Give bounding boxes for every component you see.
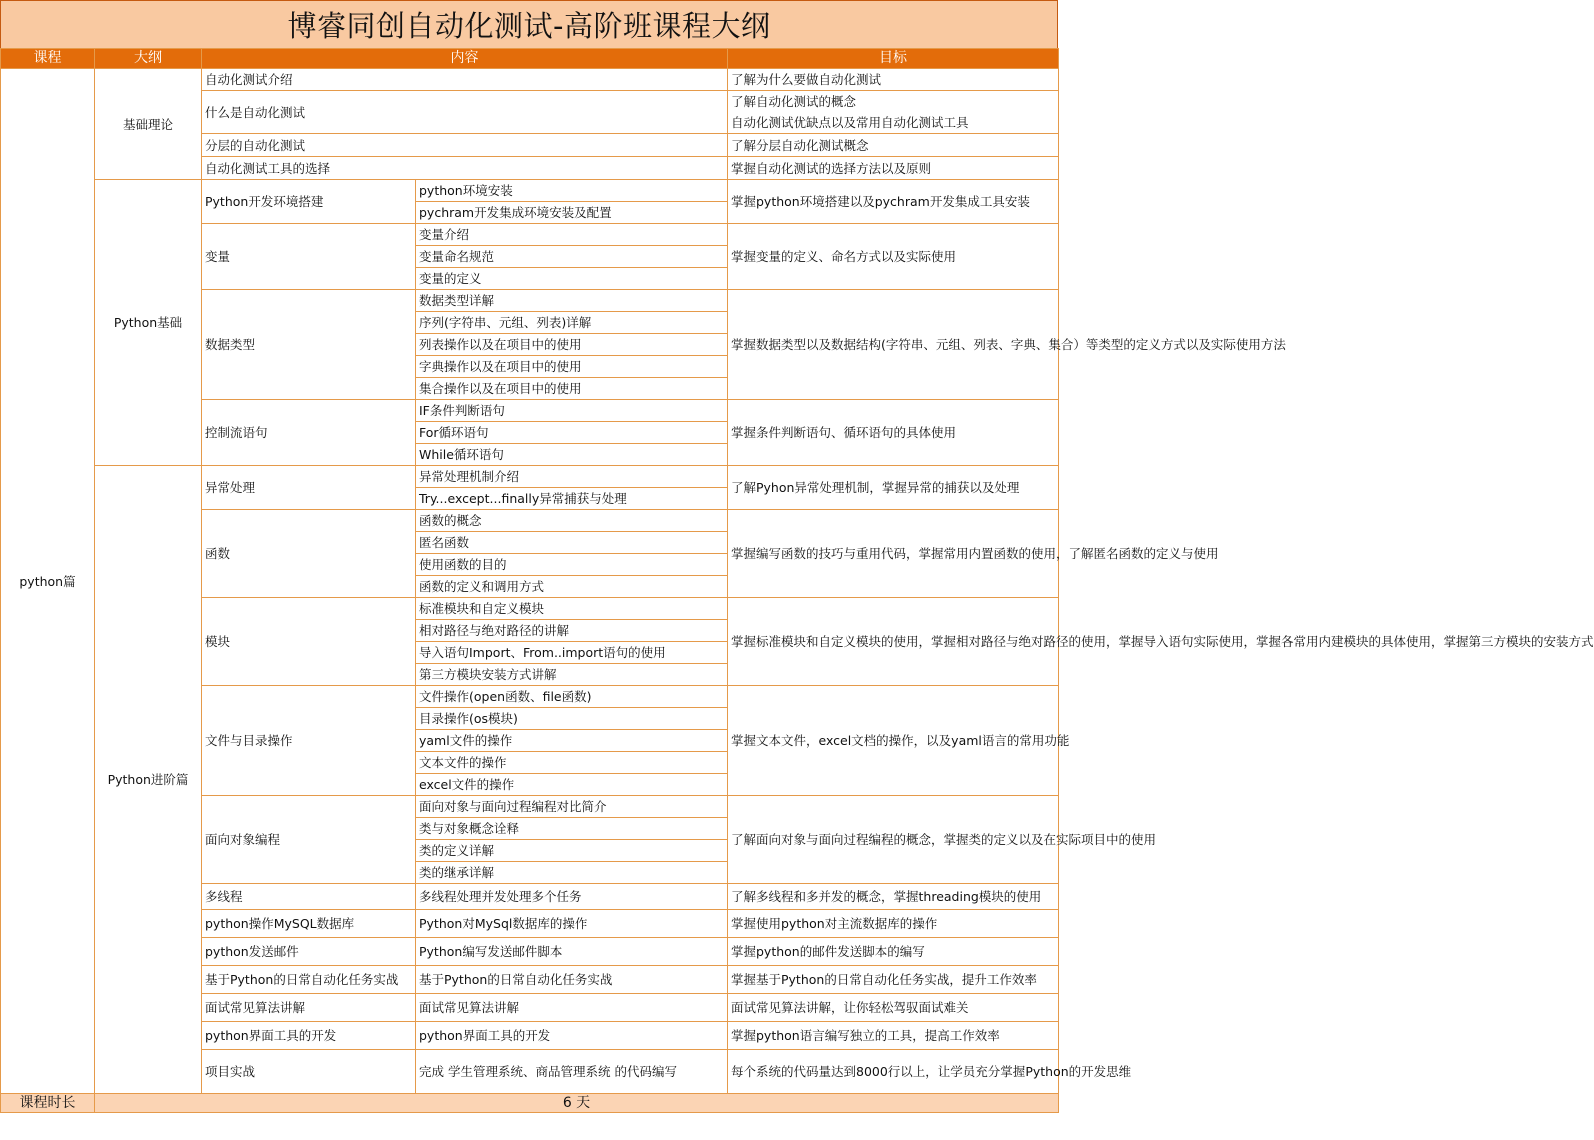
topic-name: 函数 bbox=[202, 510, 416, 598]
goal-cell: 掌握python环境搭建以及pychram开发集成工具安装 bbox=[728, 180, 1059, 224]
topic-item: 数据类型详解 bbox=[416, 290, 728, 312]
goal-cell: 掌握python的邮件发送脚本的编写 bbox=[728, 938, 1059, 966]
topic-item: 完成 学生管理系统、商品管理系统 的代码编写 bbox=[416, 1050, 728, 1094]
topic-name: 面向对象编程 bbox=[202, 796, 416, 884]
goal-cell: 掌握数据类型以及数据结构(字符串、元组、列表、字典、集合）等类型的定义方式以及实际使用方法 bbox=[728, 290, 1059, 400]
topic-name: 项目实战 bbox=[202, 1050, 416, 1094]
topic-item: Python编写发送邮件脚本 bbox=[416, 938, 728, 966]
topic-item: 变量介绍 bbox=[416, 224, 728, 246]
content-cell: 分层的自动化测试 bbox=[202, 134, 728, 157]
topic-name: 数据类型 bbox=[202, 290, 416, 400]
header-goal: 目标 bbox=[728, 49, 1059, 69]
sheet-title: 博睿同创自动化测试-高阶班课程大纲 bbox=[0, 0, 1058, 49]
topic-item: 类与对象概念诠释 bbox=[416, 818, 728, 840]
table-row bbox=[1, 180, 1059, 202]
topic-item: IF条件判断语句 bbox=[416, 400, 728, 422]
section-name: 基础理论 bbox=[95, 69, 202, 180]
topic-item: pychram开发集成环境安装及配置 bbox=[416, 202, 728, 224]
topic-item: While循环语句 bbox=[416, 444, 728, 466]
goal-line: 了解自动化测试的概念 bbox=[731, 94, 857, 109]
topic-item: 函数的定义和调用方式 bbox=[416, 576, 728, 598]
topic-item: 目录操作(os模块) bbox=[416, 708, 728, 730]
topic-name: 变量 bbox=[202, 224, 416, 290]
topic-item: 类的定义详解 bbox=[416, 840, 728, 862]
topic-name: 基于Python的日常自动化任务实战 bbox=[202, 966, 416, 994]
goal-cell: 掌握编写函数的技巧与重用代码，掌握常用内置函数的使用，了解匿名函数的定义与使用 bbox=[728, 510, 1059, 598]
topic-item: Python对MySql数据库的操作 bbox=[416, 910, 728, 938]
duration-value: 6 天 bbox=[95, 1094, 1059, 1113]
topic-item: 面试常见算法讲解 bbox=[416, 994, 728, 1022]
topic-item: 函数的概念 bbox=[416, 510, 728, 532]
topic-item: excel文件的操作 bbox=[416, 774, 728, 796]
duration-label: 课程时长 bbox=[1, 1094, 95, 1113]
goal-cell: 了解分层自动化测试概念 bbox=[728, 134, 1059, 157]
goal-cell: 掌握python语言编写独立的工具，提高工作效率 bbox=[728, 1022, 1059, 1050]
course-cell: python篇 bbox=[1, 69, 95, 1094]
table-row bbox=[1, 466, 1059, 488]
course-outline-table bbox=[0, 48, 1594, 1113]
header-course: 课程 bbox=[1, 49, 95, 69]
goal-cell: 掌握文本文件，excel文档的操作，以及yaml语言的常用功能 bbox=[728, 686, 1059, 796]
goal-cell: 每个系统的代码量达到8000行以上，让学员充分掌握Python的开发思维 bbox=[728, 1050, 1059, 1094]
topic-item: 集合操作以及在项目中的使用 bbox=[416, 378, 728, 400]
topic-item: 相对路径与绝对路径的讲解 bbox=[416, 620, 728, 642]
goal-line: 自动化测试优缺点以及常用自动化测试工具 bbox=[731, 115, 969, 130]
topic-name: 控制流语句 bbox=[202, 400, 416, 466]
goal-cell: 了解为什么要做自动化测试 bbox=[728, 69, 1059, 91]
topic-name: 多线程 bbox=[202, 884, 416, 910]
goal-cell: 了解Pyhon异常处理机制，掌握异常的捕获以及处理 bbox=[728, 466, 1059, 510]
header-content: 内容 bbox=[202, 49, 728, 69]
topic-name: python界面工具的开发 bbox=[202, 1022, 416, 1050]
topic-item: 多线程处理并发处理多个任务 bbox=[416, 884, 728, 910]
content-cell: 自动化测试工具的选择 bbox=[202, 157, 728, 180]
goal-cell bbox=[728, 91, 1059, 134]
topic-item: 基于Python的日常自动化任务实战 bbox=[416, 966, 728, 994]
goal-cell: 掌握变量的定义、命名方式以及实际使用 bbox=[728, 224, 1059, 290]
topic-name: Python开发环境搭建 bbox=[202, 180, 416, 224]
topic-item: 文本文件的操作 bbox=[416, 752, 728, 774]
table-row bbox=[1, 69, 1059, 91]
topic-item: 标准模块和自定义模块 bbox=[416, 598, 728, 620]
topic-item: yaml文件的操作 bbox=[416, 730, 728, 752]
footer-row bbox=[1, 1094, 1059, 1113]
topic-name: 异常处理 bbox=[202, 466, 416, 510]
goal-cell: 掌握条件判断语句、循环语句的具体使用 bbox=[728, 400, 1059, 466]
topic-item: 变量的定义 bbox=[416, 268, 728, 290]
topic-name: python操作MySQL数据库 bbox=[202, 910, 416, 938]
goal-cell: 了解多线程和多并发的概念，掌握threading模块的使用 bbox=[728, 884, 1059, 910]
topic-item: Try...except...finally异常捕获与处理 bbox=[416, 488, 728, 510]
header-outline: 大纲 bbox=[95, 49, 202, 69]
topic-item: 面向对象与面向过程编程对比简介 bbox=[416, 796, 728, 818]
topic-item: For循环语句 bbox=[416, 422, 728, 444]
topic-item: 导入语句Import、From..import语句的使用 bbox=[416, 642, 728, 664]
topic-item: 第三方模块安装方式讲解 bbox=[416, 664, 728, 686]
topic-item: 使用函数的目的 bbox=[416, 554, 728, 576]
table-body bbox=[1, 69, 1594, 1094]
topic-item: 列表操作以及在项目中的使用 bbox=[416, 334, 728, 356]
content-cell: 自动化测试介绍 bbox=[202, 69, 728, 91]
topic-item: python界面工具的开发 bbox=[416, 1022, 728, 1050]
section-name: Python基础 bbox=[95, 180, 202, 466]
header-row bbox=[1, 49, 1059, 69]
topic-item: 匿名函数 bbox=[416, 532, 728, 554]
goal-cell: 了解面向对象与面向过程编程的概念，掌握类的定义以及在实际项目中的使用 bbox=[728, 796, 1059, 884]
topic-name: python发送邮件 bbox=[202, 938, 416, 966]
topic-item: 字典操作以及在项目中的使用 bbox=[416, 356, 728, 378]
goal-cell: 掌握自动化测试的选择方法以及原则 bbox=[728, 157, 1059, 180]
content-cell: 什么是自动化测试 bbox=[202, 91, 728, 134]
topic-name: 模块 bbox=[202, 598, 416, 686]
topic-item: 类的继承详解 bbox=[416, 862, 728, 884]
topic-name: 文件与目录操作 bbox=[202, 686, 416, 796]
goal-cell: 掌握基于Python的日常自动化任务实战，提升工作效率 bbox=[728, 966, 1059, 994]
goal-cell: 面试常见算法讲解，让你轻松驾驭面试难关 bbox=[728, 994, 1059, 1022]
topic-name: 面试常见算法讲解 bbox=[202, 994, 416, 1022]
topic-item: 变量命名规范 bbox=[416, 246, 728, 268]
topic-item: python环境安装 bbox=[416, 180, 728, 202]
topic-item: 文件操作(open函数、file函数) bbox=[416, 686, 728, 708]
section-name: Python进阶篇 bbox=[95, 466, 202, 1094]
topic-item: 异常处理机制介绍 bbox=[416, 466, 728, 488]
goal-cell: 掌握使用python对主流数据库的操作 bbox=[728, 910, 1059, 938]
goal-cell: 掌握标准模块和自定义模块的使用，掌握相对路径与绝对路径的使用，掌握导入语句实际使用，掌握各常用内建模块的具体使用，掌握第三方模块的安装方式 bbox=[728, 598, 1059, 686]
topic-item: 序列(字符串、元组、列表)详解 bbox=[416, 312, 728, 334]
